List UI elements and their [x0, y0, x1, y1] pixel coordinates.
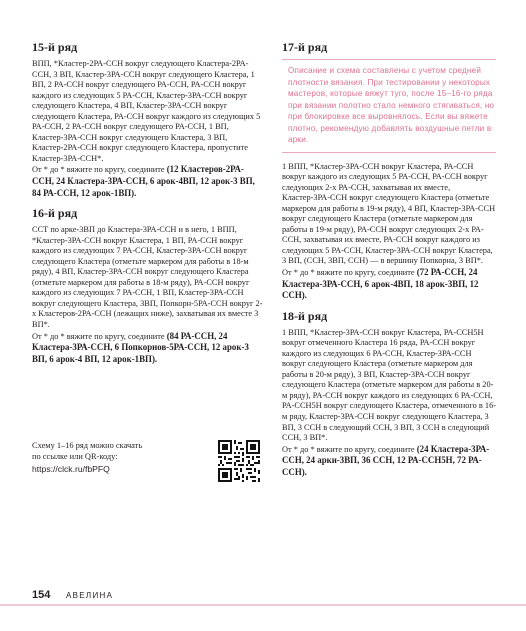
row-16-repeat: От * до * вяжите по кругу, соедините	[32, 331, 167, 341]
qr-caption-line-2: по ссылке или QR-коду:	[32, 452, 118, 462]
qr-code-icon[interactable]	[218, 440, 260, 482]
row-18-result: (24 Кластера-3РА-ССН, 24 арки-3ВП, 36 ССН, 12 РА-ССН5Н, 72 РА-ССН).	[282, 443, 490, 477]
left-column	[32, 40, 264, 367]
magazine-brand: АВЕЛИНА	[66, 591, 114, 600]
page-number: 154	[32, 589, 51, 601]
row-15-title: 15-й ряд	[32, 40, 78, 54]
row-18-repeat: От * до * вяжите по кругу, соедините	[282, 444, 417, 454]
row-16-result: (84 РА-ССН, 24 Кластера-3РА-ССН, 6 Попкорнов-5РА-ССН, 12 арок-3 ВП, 6 арок-4 ВП, 12 арок-1ВП).	[32, 330, 249, 364]
row-16-instructions	[32, 225, 264, 365]
qr-download-block	[32, 440, 264, 500]
row-15-body: ВПП, *Кластер-2РА-ССН вокруг следующего Кластера-2РА-ССН, 3 ВП, Кластер-3РА-ССН вокруг следующего Кластера, 1 ВП, 2 РА-ССН вокруг следующего РА-ССН, РА-ССН вокруг каждого из следующих 5 РА-ССН, Кластер-3РА-ССН вокруг следующего Кластера, 4 ВП, Кластер-3РА-ССН вокруг следующего Кластера, РА-ССН вокруг каждого из следующих 5 РА-ССН, 2 РА-ССН вокруг следующего РА-ССН, 1 ВП, Кластер-3РА-ССН вокруг следующего Кластера, 3 ВП, Кластер-2РА-ССН вокруг следующего Кластера, пропустите Кластер-3РА-ССН*.	[32, 59, 261, 163]
row-18-body: 1 ВПП, *Кластер-3РА-ССН вокруг Кластера, РА-ССН5Н вокруг отмеченного Кластера 16 ряда, РА-ССН вокруг каждого из следующих 6 РА-ССН, Кластер-3РА-ССН вокруг следующего Кластера (отметьте маркером для работы в 20-м ряду), 3 ВП, Кластер-3РА-ССН вокруг следующего Кластера (отметьте маркером для работы в 20-м ряду), РА-ССН вокруг каждого из следующих 6 РА-ССН, РА-ССН5Н вокруг следующего Кластера, отмеченного в 16-м ряду, Кластер-3РА-ССН вокруг следующего Кластера, 3 ВП, 3 ССН в следующий ССН, 3 ВП, 3 ССН в следующий ССН, 3 ВП*.	[282, 327, 497, 443]
row-16-body: ССТ по арке-3ВП до Кластера-3РА-ССН и в него, 1 ВПП, *Кластер-3РА-ССН вокруг Кластера, 1 ВП, РА-ССН вокруг каждого из следующих 7 РА-ССН, Кластер-3РА-ССН вокруг следующего Кластера (отметьте маркером для работы в 18-м ряду), 4 ВП, Кластер-3РА-ССН вокруг следующего Кластера (отметьте маркером для работы в 18-м ряду), РА-ССН вокруг каждого из следующих 7 РА-ССН, 1 ВП, Кластер-3РА-ССН вокруг следующего Кластера, 3ВП, Попкорн-5РА-ССН вокруг 2-х Кластеров-2РА-ССН (лежащих ниже), захватывая их вместе 3 ВП*.	[32, 225, 263, 330]
row-16-title: 16-й ряд	[32, 206, 78, 221]
row-18-instructions	[282, 328, 496, 479]
row-15-repeat: От * до * вяжите по кругу, соедините	[32, 165, 167, 175]
footer-divider	[0, 604, 526, 606]
row-18-title: 18-й ряд	[282, 308, 328, 323]
row-17-result: (72 РА-ССН, 24 Кластера-3РА-ССН, 6 арок-4ВП, 18 арок-3ВП, 12 ССН).	[282, 266, 479, 301]
row-17-body: 1 ВПП, *Кластер-3РА-ССН вокруг Кластера, РА-ССН вокруг каждого из следующих 5 РА-ССН, РА-ССН вокруг следующих 2-х РА-ССН, захватывая их вместе, Кластер-3РА-ССН вокруг следующего Кластера (отметьте маркером для работы в 19-м ряду), 4 ВП, Кластер-3РА-ССН вокруг следующего Кластера (отметьте маркером для работы в 19-м ряду), РА-ССН вокруг следующих 2-х РА-ССН, захватывая их вместе, РА-ССН вокруг каждого из следующих 5 РА-ССН, Кластер-3РА-ССН вокруг Кластера, 3 ВП, (ССН, 3ВП, ССН) — в вершину Попкорна, 3 ВП*.	[282, 161, 496, 266]
qr-caption	[32, 440, 182, 476]
row-17-instructions	[282, 162, 496, 302]
right-column	[282, 40, 496, 480]
row-17-repeat: От * до * вяжите по кругу, соедините	[282, 267, 417, 277]
tension-note-text: Описание и схема составлены с учетом средней плотности вязания. При тестировании у некоторых мастеров, которые вяжут туго, после 15–16-го ряда при вязании полотно стало немного стягиваться, но при блокировке все выровнялось. Если вы вяжете плотно, рекомендую добавлять воздушные петли в арки.	[288, 66, 495, 144]
row-15-result: (12 Кластеров-2РА-ССН, 24 Кластера-3РА-ССН, 6 арок-4ВП, 12 арок-3 ВП, 84 РА-ССН, 12 арок-1ВП).	[32, 164, 255, 198]
download-link[interactable]: https://clck.ru/fbPFQ	[32, 464, 110, 475]
row-17-title: 17-й ряд	[282, 40, 328, 54]
qr-caption-line-1: Схему 1–16 ряд можно скачать	[32, 441, 143, 450]
row-15-instructions	[32, 59, 264, 199]
tension-note	[282, 59, 496, 153]
